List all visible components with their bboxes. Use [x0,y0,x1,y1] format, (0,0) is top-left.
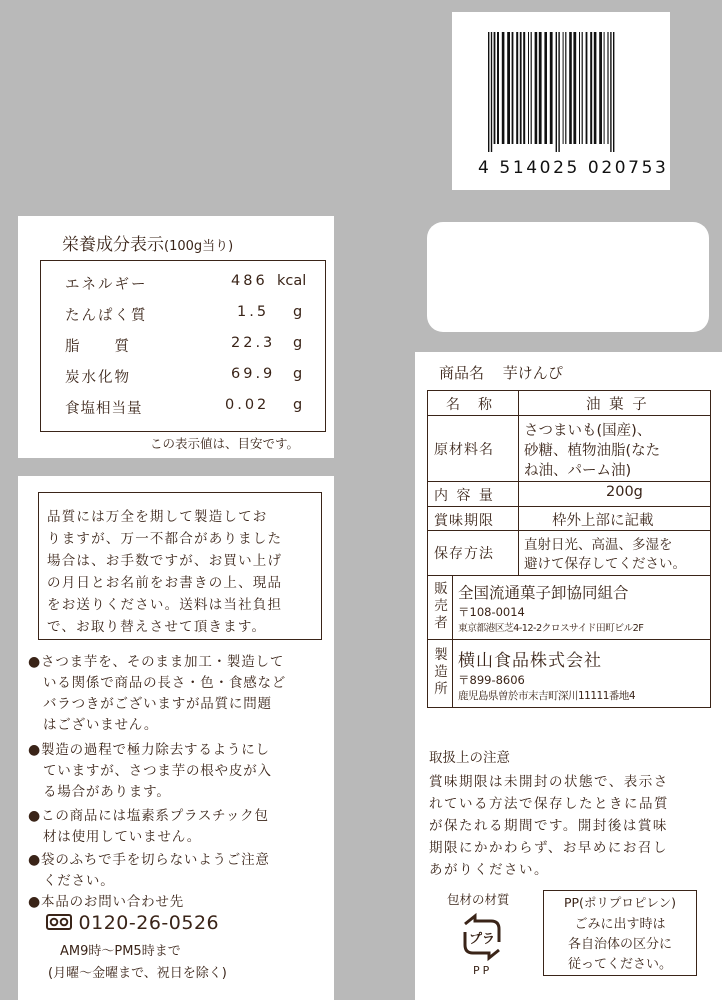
note-item [28,850,270,892]
note-item [28,806,269,848]
note-line: はございません。 [43,717,159,733]
table-divider [428,481,710,482]
maker-address: 鹿児島県曽於市末吉町深川11111番地4 [458,690,636,702]
content-value: 200g [606,484,643,500]
blank-label-area [427,222,709,332]
table-divider [428,575,710,576]
note-line: る場合があります。 [43,784,171,800]
expiry-value: 枠外上部に記載 [552,513,654,529]
disposal-title: PP(ポリプロピレン) [563,895,677,910]
nutrient-name: たんぱく質 [65,308,148,324]
disposal-line: ごみに出す時は [574,917,666,932]
business-hours: AM9時〜PM5時まで [60,944,181,959]
nutrition-basis: (100g当り) [164,239,234,254]
nutrient-value: 0.02 [225,397,270,413]
nutrition-row [41,331,325,361]
note-text: 本品のお問い合わせ先 [41,894,185,910]
nutrition-table [40,260,326,432]
barcode-bar [582,32,583,144]
barcode-bar [563,32,564,144]
nutrient-value: 486 [231,273,268,289]
product-name-label: 商品名 [439,364,485,382]
ingredients-line: ね油、パーム油) [524,463,632,479]
bullet-icon: ● [28,894,42,910]
bullet-icon: ● [28,808,42,824]
barcode-bar [497,32,499,144]
ingredients-line: 砂糖、植物油脂(なた [524,443,661,459]
category-label: 名 称 [446,397,494,413]
barcode-bar [558,32,559,152]
quality-line: 品質には万全を期して製造してお [47,509,268,525]
note-text: 製造の過程で極力除去するようにし [41,742,270,758]
note-line [28,652,286,673]
nutrient-name: エネルギー [65,277,148,293]
table-divider [428,530,710,531]
handling-line: れている方法で保存したときに品質 [429,796,669,812]
nutrient-name: 食塩相当量 [65,401,143,417]
quality-guarantee-box [38,492,322,640]
note-text: この商品には塩素系プラスチック包 [41,808,269,824]
barcode-bar [607,32,608,144]
barcode-bar [550,32,553,144]
table-divider [428,415,710,416]
bullet-icon: ● [28,852,42,868]
handling-line: あがりください。 [429,862,549,878]
note-line [28,806,269,827]
seller-name: 全国流通菓子卸協同組合 [458,584,629,602]
nutrition-title [62,230,233,255]
barcode-bar [528,32,529,144]
note-item [28,652,286,736]
phone-number: 0120-26-0526 [78,912,220,934]
note-line: 材は使用していません。 [43,829,202,845]
nutrient-name: 脂 質 [65,339,131,355]
barcode-bar [586,32,588,144]
barcode-number: 4 514025 020753 [478,158,669,178]
maker-label: 製造所 [434,647,448,697]
barcode-bar [604,32,605,144]
note-line [28,850,270,871]
barcode-bar [613,32,614,152]
barcode-bar [573,32,576,144]
business-days: (月曜〜金曜まで、祝日を除く) [48,966,227,981]
note-item [28,740,272,803]
nutrient-unit: g [293,366,303,382]
note-line: ください。 [43,873,115,889]
note-item [28,892,184,913]
barcode-bar [512,32,514,144]
nutrition-panel [18,216,334,458]
quality-panel [18,476,334,1000]
note-text: さつま芋を、そのまま加工・製造して [41,654,285,670]
handling-line: が保たれる期間です。開封後は賞味 [429,818,668,834]
handling-title: 取扱上の注意 [429,750,510,766]
product-panel [415,352,722,1000]
note-line [28,892,184,913]
table-divider [518,391,519,575]
barcode-panel [452,12,670,190]
seller-address: 東京都港区芝4-12-2クロスサイド田町ビル2F [458,623,644,634]
note-line: いる関係で商品の長さ・色・食感など [43,675,287,691]
category-value: 油 菓 子 [586,397,649,413]
ingredients-line: さつまいも(国産)、 [524,423,652,439]
nutrient-unit: kcal [277,273,307,289]
barcode-image [488,32,632,152]
nutrient-unit: g [293,335,303,351]
material-label: 包材の材質 [447,892,510,907]
table-divider [452,575,453,707]
nutrient-value: 22.3 [231,335,276,351]
handling-line: 賞味期限は未開封の状態で、表示さ [429,774,669,790]
maker-zip: 〒899-8606 [458,673,525,687]
storage-line: 避けて保存してください。 [524,556,686,572]
bullet-icon: ● [28,654,42,670]
note-line: バラつきがございますが品質に問題 [43,696,272,712]
barcode-bar [544,32,547,144]
storage-line: 直射日光、高温、多湿を [524,537,673,553]
plastic-recycle-icon [457,912,507,962]
barcode-bar [579,32,580,144]
nutrient-unit: g [293,397,303,413]
barcode-bar [599,32,602,144]
barcode-bar [565,32,566,144]
nutrition-row [41,300,325,330]
nutrition-row [41,269,325,299]
note-text: 袋のふちで手を切らないようご注意 [41,852,270,868]
barcode-bar [523,32,525,144]
barcode-bar [539,32,542,144]
product-name: 芋けんぴ [502,364,563,382]
barcode-bar [494,32,496,144]
barcode-bar [556,32,557,152]
nutrient-value: 69.9 [231,366,276,382]
note-line: ていますが、さつま芋の根や皮が入 [43,763,272,779]
nutrition-row [41,362,325,392]
barcode-bar [531,32,532,144]
barcode-bar [516,32,518,144]
quality-line: をお送りください。送料は当社負担 [47,597,283,613]
barcode-bar [488,32,489,152]
nutrition-note: この表示値は、目安です。 [150,436,300,451]
plastic-mark-text: プラ [468,932,496,947]
barcode-bar [491,32,492,152]
barcode-bar [590,32,592,144]
nutrition-row [41,393,325,423]
barcode-bar [520,32,522,144]
handling-line: 期限にかかわらず、お早めにお召し [429,840,668,856]
material-code: PP [473,964,493,977]
free-dial-icon [46,914,72,930]
quality-line: の月日とお名前をお書きの上、現品 [47,575,283,591]
quality-line: りますが、万一不都合がありました [47,531,283,547]
maker-name: 横山食品株式会社 [458,651,602,671]
nutrient-name: 炭水化物 [65,370,131,386]
disposal-line: 従ってください。 [567,957,672,972]
note-line [28,740,272,761]
barcode-bar [502,32,505,144]
barcode-bar [507,32,510,144]
bullet-icon: ● [28,742,42,758]
quality-line: で、お取り替えさせて頂きます。 [47,619,267,635]
table-divider [428,639,710,640]
barcode-bar [535,32,538,144]
ingredients-label: 原材料名 [434,442,494,458]
expiry-label: 賞味期限 [434,513,494,529]
seller-label: 販売者 [434,581,448,631]
quality-line: 場合は、お手数ですが、お買い上げ [47,553,283,569]
barcode-bar [594,32,597,144]
barcode-bar [569,32,572,144]
disposal-line: 各自治体の区分に [567,937,672,952]
content-label: 内 容 量 [434,488,495,504]
barcode-bar [610,32,611,152]
spec-table [427,390,711,708]
phone-row [46,912,219,934]
product-name-row [439,362,563,383]
disposal-box [543,890,697,976]
nutrient-unit: g [293,304,303,320]
nutrition-title-text: 栄養成分表示 [62,235,164,255]
seller-zip: 〒108-0014 [458,605,525,619]
storage-label: 保存方法 [434,546,494,562]
table-divider [428,506,710,507]
nutrient-value: 1.5 [237,304,270,320]
